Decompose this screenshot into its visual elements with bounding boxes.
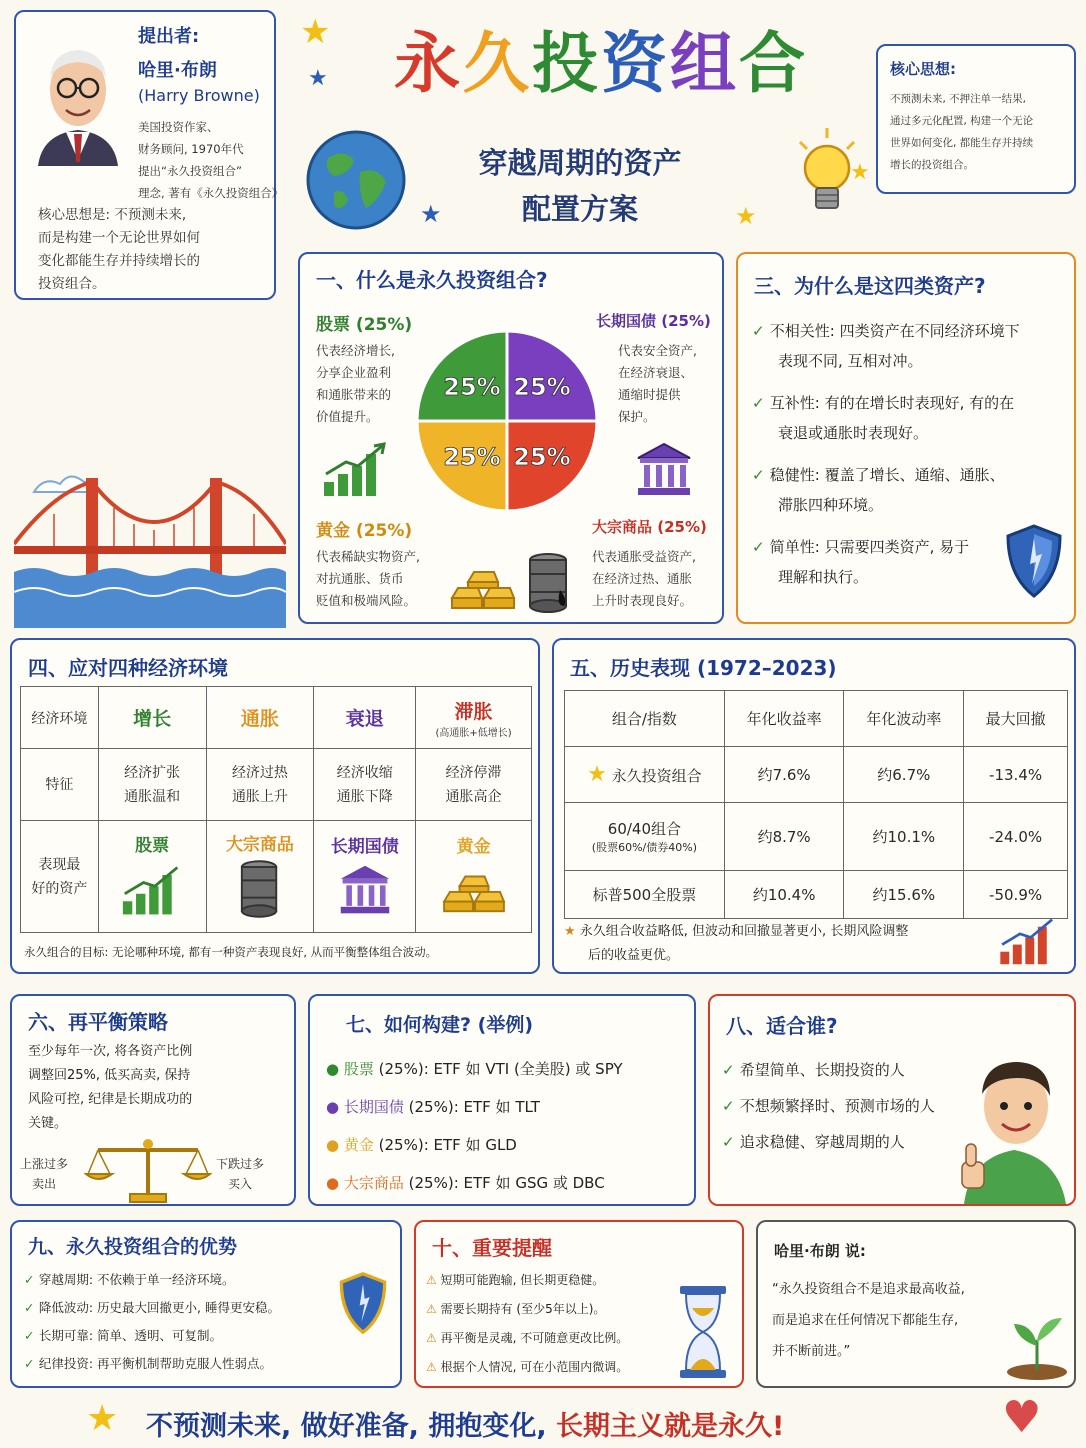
shield-icon bbox=[1004, 524, 1064, 598]
table-cell: 股票 bbox=[98, 821, 206, 933]
warning-icon: ⚠ bbox=[426, 1331, 441, 1345]
dot-icon: ● bbox=[326, 1174, 340, 1192]
table-cell: 黄金 bbox=[416, 821, 532, 933]
section-economic-environments bbox=[10, 638, 540, 974]
performance-note: ★ 永久组合收益略低, 但波动和回撤显著更小, 长期风险调整 后的收益更优。 bbox=[564, 924, 909, 963]
star-icon: ★ bbox=[86, 1398, 119, 1439]
table-header: 通胀 bbox=[206, 687, 314, 749]
section-historical-performance bbox=[552, 638, 1076, 974]
environment-table bbox=[20, 686, 532, 933]
section-rebalancing bbox=[10, 994, 296, 1206]
table-header: 年化波动率 bbox=[844, 691, 964, 747]
advantages-list: ✓ 穿越周期: 不依赖于单一经济环境。 ✓ 降低波动: 历史最大回撤更小, 睡得更安稳。 ✓ 长期可靠: 简单、透明、可复制。 ✓ 纪律投资: 再平衡机制帮助克服人性弱点。 bbox=[24, 1272, 280, 1371]
bonds-title: 长期国债 (25%) bbox=[596, 312, 711, 330]
stocks-desc: 代表经济增长, 分享企业盈利 和通胀带来的 价值提升。 bbox=[316, 343, 395, 424]
etf-item: ● 长期国债 (25%): ETF 如 TLT bbox=[326, 1098, 540, 1116]
main-title bbox=[346, 10, 856, 105]
table-cell: 标普500全股票 bbox=[565, 871, 725, 919]
table-cell: 约15.6% bbox=[844, 871, 964, 919]
dot-icon: ● bbox=[326, 1098, 340, 1116]
section-10-title: 十、重要提醒 bbox=[432, 1236, 552, 1260]
table-header: 经济环境 bbox=[21, 687, 99, 749]
dot-icon: ● bbox=[326, 1136, 340, 1154]
bank-building-icon bbox=[634, 442, 694, 498]
section-who-is-it-for bbox=[708, 994, 1076, 1206]
environment-note: 永久组合的目标: 无论哪种环境, 都有一种资产表现良好, 从而平衡整体组合波动。 bbox=[24, 945, 438, 959]
pie-label: 25% bbox=[513, 443, 571, 472]
checkmark-icon: ✓ bbox=[722, 1097, 740, 1115]
allocation-pie-chart bbox=[412, 326, 602, 516]
table-header: 增长 bbox=[98, 687, 206, 749]
warning-icon: ⚠ bbox=[426, 1273, 441, 1287]
oil-barrel-icon bbox=[526, 552, 572, 614]
row-label: 特征 bbox=[21, 749, 99, 821]
table-cell: 60/40组合 (股票60%/债券40%) bbox=[565, 803, 725, 871]
performance-table bbox=[564, 690, 1068, 919]
lightbulb-icon bbox=[792, 126, 862, 222]
balance-scale-icon bbox=[84, 1136, 212, 1204]
section-reminders bbox=[414, 1220, 744, 1388]
table-cell: -13.4% bbox=[964, 747, 1068, 803]
title-char-6: 合 bbox=[739, 25, 808, 102]
table-cell: -50.9% bbox=[964, 871, 1068, 919]
author-core-idea: 核心思想是: 不预测未来, 而是构建一个无论世界如何 变化都能生存并持续增长的 投资组合。 bbox=[38, 207, 200, 292]
etf-item: ● 股票 (25%): ETF 如 VTI (全美股) 或 SPY bbox=[326, 1060, 623, 1078]
star-icon: ★ bbox=[587, 762, 607, 787]
section-what-is bbox=[298, 252, 724, 624]
section-9-title: 九、永久投资组合的优势 bbox=[28, 1236, 238, 1258]
star-icon: ★ bbox=[420, 200, 442, 228]
gold-desc: 代表稀缺实物资产, 对抗通胀、货币 贬值和极端风险。 bbox=[316, 549, 420, 608]
star-icon: ★ bbox=[564, 924, 580, 939]
why-item: ✓ 不相关性: 四类资产在不同经济环境下 表现不同, 互相对冲。 bbox=[752, 322, 1020, 370]
quote-card bbox=[756, 1220, 1076, 1388]
star-icon: ★ bbox=[735, 202, 757, 230]
section-8-title: 八、适合谁? bbox=[726, 1014, 838, 1038]
why-item: ✓ 互补性: 有的在增长时表现好, 有的在 衰退或通胀时表现好。 bbox=[752, 394, 1015, 442]
table-header: 组合/指数 bbox=[565, 691, 725, 747]
section-4-title: 四、应对四种经济环境 bbox=[28, 656, 228, 680]
checkmark-icon: ✓ bbox=[722, 1061, 740, 1079]
table-header: 年化收益率 bbox=[724, 691, 844, 747]
heart-icon: ♥ bbox=[1002, 1392, 1042, 1443]
table-cell: 经济过热 通胀上升 bbox=[206, 749, 314, 821]
etf-item: ● 大宗商品 (25%): ETF 如 GSG 或 DBC bbox=[326, 1174, 605, 1192]
author-card bbox=[14, 10, 284, 300]
star-icon: ★ bbox=[308, 66, 328, 91]
shield-icon bbox=[338, 1272, 388, 1334]
table-cell: 经济扩张 通胀温和 bbox=[98, 749, 206, 821]
title-char-5: 组 bbox=[670, 25, 739, 102]
quote-text: “永久投资组合不是追求最高收益, 而是追求在任何情况下都能生存, 并不断前进。” bbox=[772, 1282, 965, 1359]
pie-label: 25% bbox=[513, 372, 571, 401]
checkmark-icon: ✓ bbox=[24, 1328, 39, 1343]
section-6-title: 六、再平衡策略 bbox=[28, 1010, 168, 1034]
pie-label: 25% bbox=[443, 372, 501, 401]
checkmark-icon: ✓ bbox=[24, 1272, 39, 1287]
table-cell: 长期国债 bbox=[314, 821, 416, 933]
checkmark-icon: ✓ bbox=[752, 322, 770, 340]
table-cell: 约10.4% bbox=[724, 871, 844, 919]
title-char-4: 资 bbox=[601, 25, 670, 102]
section-how-to-build bbox=[308, 994, 696, 1206]
who-list: ✓ 希望简单、长期投资的人 ✓ 不想频繁择时、预测市场的人 ✓ 追求稳健、穿越周期的人 bbox=[722, 1061, 935, 1151]
gold-bars-icon bbox=[439, 863, 509, 917]
rebalancing-text: 至少每年一次, 将各资产比例 调整回25%, 低买高卖, 保持 风险可控, 纪律是长期成功的 关键。 bbox=[28, 1044, 193, 1131]
table-header: 最大回撤 bbox=[964, 691, 1068, 747]
gold-bars-icon bbox=[448, 558, 518, 614]
section-why-four bbox=[736, 252, 1076, 624]
core-idea-card bbox=[876, 44, 1076, 194]
section-3-title: 三、为什么是这四类资产? bbox=[754, 274, 986, 298]
table-row bbox=[565, 871, 1068, 919]
table-cell: 约10.1% bbox=[844, 803, 964, 871]
harry-browne-portrait bbox=[28, 34, 128, 166]
why-item: ✓ 简单性: 只需要四类资产, 易于 理解和执行。 bbox=[752, 538, 970, 586]
checkmark-icon: ✓ bbox=[24, 1300, 39, 1315]
gold-title: 黄金 (25%) bbox=[316, 521, 413, 541]
why-list bbox=[752, 316, 1020, 592]
title-char-2: 久 bbox=[463, 25, 532, 102]
bridge-illustration bbox=[14, 452, 286, 628]
table-row bbox=[565, 747, 1068, 803]
row-label: 表现最 好的资产 bbox=[21, 821, 99, 933]
section-advantages bbox=[10, 1220, 402, 1388]
author-bio: 美国投资作家、 财务顾问, 1970年代 提出“永久投资组合” 理念, 著有《永久投资组合》 bbox=[138, 120, 284, 200]
table-cell: 约6.7% bbox=[844, 747, 964, 803]
quote-title: 哈里·布朗 说: bbox=[774, 1242, 866, 1260]
why-item: ✓ 稳健性: 覆盖了增长、通缩、通胀、 滞胀四种环境。 bbox=[752, 466, 1005, 514]
warning-icon: ⚠ bbox=[426, 1360, 441, 1374]
stocks-title: 股票 (25%) bbox=[316, 315, 413, 335]
table-cell: 大宗商品 bbox=[206, 821, 314, 933]
bonds-desc: 代表安全资产, 在经济衰退、 通缩时提供 保护。 bbox=[618, 343, 697, 424]
table-cell: ★ 永久投资组合 bbox=[565, 747, 725, 803]
table-cell: 经济停滞 通胀高企 bbox=[416, 749, 532, 821]
bank-building-icon bbox=[337, 863, 393, 917]
commodities-desc: 代表通胀受益资产, 在经济过热、通胀 上升时表现良好。 bbox=[592, 549, 696, 608]
reminders-list: ⚠ 短期可能跑输, 但长期更稳健。 ⚠ 需要长期持有 (至少5年以上)。 ⚠ 再平衡是灵魂, 不可随意更改比例。 ⚠ 根据个人情况, 可在小范围内微调。 bbox=[426, 1273, 629, 1374]
oil-barrel-icon bbox=[238, 859, 282, 919]
etf-item: ● 黄金 (25%): ETF 如 GLD bbox=[326, 1136, 517, 1154]
buy-label: 下跌过多 买入 bbox=[216, 1157, 265, 1191]
checkmark-icon: ✓ bbox=[722, 1133, 740, 1151]
core-idea-label: 核心思想: bbox=[890, 60, 956, 78]
globe-icon bbox=[304, 128, 408, 232]
table-row bbox=[565, 803, 1068, 871]
subtitle: 穿越周期的资产 配置方案 bbox=[478, 146, 682, 226]
star-icon: ★ bbox=[300, 12, 331, 52]
author-name-en: (Harry Browne) bbox=[138, 86, 260, 105]
dot-icon: ● bbox=[326, 1060, 340, 1078]
author-label: 提出者: bbox=[138, 26, 200, 47]
title-char-1: 永 bbox=[394, 25, 463, 102]
section-7-title: 七、如何构建? (举例) bbox=[346, 1014, 534, 1036]
warning-icon: ⚠ bbox=[426, 1302, 441, 1316]
hourglass-icon bbox=[678, 1284, 728, 1380]
table-cell: 约7.6% bbox=[724, 747, 844, 803]
table-cell: 约8.7% bbox=[724, 803, 844, 871]
smiling-man-thumbs-up bbox=[958, 1036, 1070, 1204]
section-1-title: 一、什么是永久投资组合? bbox=[316, 268, 548, 292]
core-idea-text: 不预测未来, 不押注单一结果, 通过多元化配置, 构建一个无论 世界如何变化, 都能生存并持续 增长的投资组合。 bbox=[890, 93, 1034, 171]
title-char-3: 投 bbox=[532, 25, 601, 102]
star-icon: ★ bbox=[850, 160, 870, 185]
section-5-title: 五、历史表现 (1972–2023) bbox=[570, 656, 837, 680]
table-cell: -24.0% bbox=[964, 803, 1068, 871]
table-header-stagflation: 滞胀 (高通胀+低增长) bbox=[416, 687, 532, 749]
sprout-icon bbox=[1004, 1310, 1070, 1380]
checkmark-icon: ✓ bbox=[752, 466, 770, 484]
etf-list bbox=[326, 1050, 623, 1202]
footer-slogan: 不预测未来, 做好准备, 拥抱变化, 长期主义就是永久! bbox=[146, 1411, 785, 1442]
checkmark-icon: ✓ bbox=[752, 538, 770, 556]
pie-label: 25% bbox=[443, 443, 501, 472]
growth-chart-icon bbox=[121, 862, 183, 918]
growth-chart-icon bbox=[322, 442, 388, 498]
table-cell: 经济收缩 通胀下降 bbox=[314, 749, 416, 821]
growth-chart-icon bbox=[994, 916, 1062, 966]
table-header: 衰退 bbox=[314, 687, 416, 749]
checkmark-icon: ✓ bbox=[24, 1356, 39, 1371]
author-name: 哈里·布朗 bbox=[138, 60, 217, 81]
sell-label: 上涨过多 卖出 bbox=[20, 1157, 69, 1191]
commodities-title: 大宗商品 (25%) bbox=[592, 518, 707, 536]
checkmark-icon: ✓ bbox=[752, 394, 770, 412]
